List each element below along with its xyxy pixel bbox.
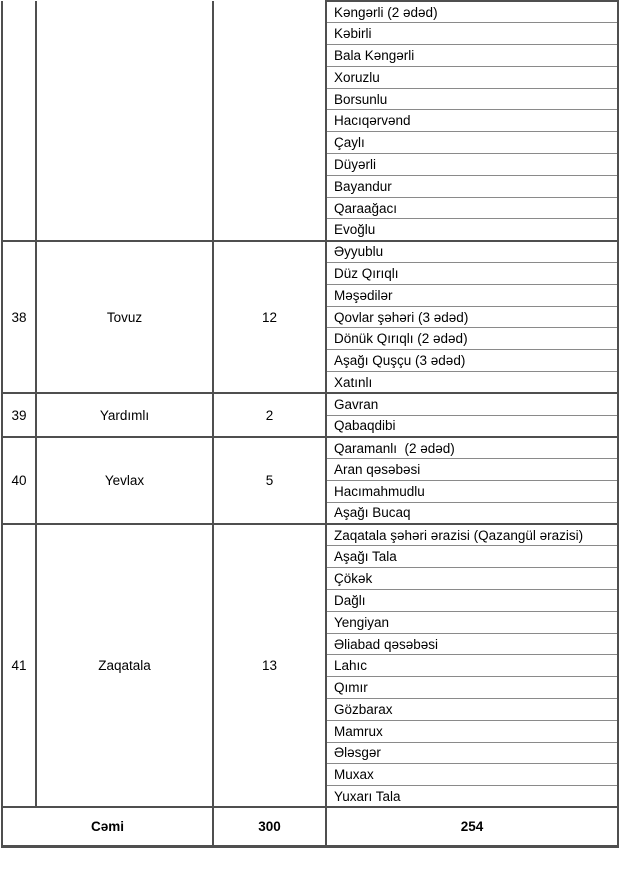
village-cell: Düyərli — [326, 154, 618, 176]
village-cell: Gözbarax — [326, 699, 618, 721]
village-cell: Borsunlu — [326, 88, 618, 110]
region-count-cell: 5 — [213, 437, 326, 524]
table-row — [2, 1, 618, 23]
village-cell: Qovlar şəhəri (3 ədəd) — [326, 306, 618, 328]
region-name-cell: Zaqatala — [36, 524, 213, 807]
village-cell: Aşağı Bucaq — [326, 502, 618, 524]
village-cell: Dönük Qırıqlı (2 ədəd) — [326, 328, 618, 350]
village-cell: Aran qəsəbəsi — [326, 459, 618, 481]
village-cell: Yengiyan — [326, 611, 618, 633]
village-cell: Çaylı — [326, 132, 618, 154]
village-cell: Muxax — [326, 764, 618, 786]
region-number-cell: 39 — [2, 393, 36, 437]
village-cell: Qabaqdibi — [326, 415, 618, 437]
table-row — [2, 393, 618, 415]
village-cell: Mamrux — [326, 720, 618, 742]
village-cell: Evoğlu — [326, 219, 618, 241]
village-cell: Gavran — [326, 393, 618, 415]
village-cell: Məşədilər — [326, 284, 618, 306]
region-count-cell: 12 — [213, 241, 326, 394]
table-row — [2, 524, 618, 546]
village-cell: Aşağı Tala — [326, 546, 618, 568]
village-cell: Qaraağacı — [326, 197, 618, 219]
total-label-cell: Cəmi — [2, 807, 213, 846]
village-cell: Hacımahmudlu — [326, 481, 618, 503]
village-cell: Qımır — [326, 677, 618, 699]
totals-row — [2, 807, 618, 846]
village-cell: Zaqatala şəhəri ərazisi (Qazangül ərazisi) — [326, 524, 618, 546]
village-cell: Bala Kəngərli — [326, 45, 618, 67]
region-number-cell: 41 — [2, 524, 36, 807]
total-villages-cell: 254 — [326, 807, 618, 846]
region-name-cell: Tovuz — [36, 241, 213, 394]
village-cell: Əliabad qəsəbəsi — [326, 633, 618, 655]
region-number-cell — [2, 1, 36, 241]
village-cell: Xatınlı — [326, 372, 618, 394]
region-number-cell: 38 — [2, 241, 36, 394]
village-cell: Aşağı Quşçu (3 ədəd) — [326, 350, 618, 372]
village-cell: Hacıqərvənd — [326, 110, 618, 132]
village-cell: Ələsgər — [326, 742, 618, 764]
table-row — [2, 241, 618, 263]
village-cell: Yuxarı Tala — [326, 786, 618, 808]
region-count-cell: 2 — [213, 393, 326, 437]
region-count-cell — [213, 1, 326, 241]
village-cell: Əyyublu — [326, 241, 618, 263]
village-cell: Çökək — [326, 568, 618, 590]
village-cell: Kəbirli — [326, 23, 618, 45]
table-row — [2, 437, 618, 459]
regions-table — [1, 0, 619, 848]
region-name-cell: Yevlax — [36, 437, 213, 524]
region-count-cell: 13 — [213, 524, 326, 807]
village-cell: Lahıc — [326, 655, 618, 677]
region-name-cell — [36, 1, 213, 241]
total-count-cell: 300 — [213, 807, 326, 846]
village-cell: Bayandur — [326, 175, 618, 197]
region-number-cell: 40 — [2, 437, 36, 524]
village-cell: Kəngərli (2 ədəd) — [326, 1, 618, 23]
village-cell: Düz Qırıqlı — [326, 263, 618, 285]
region-name-cell: Yardımlı — [36, 393, 213, 437]
village-cell: Xoruzlu — [326, 66, 618, 88]
village-cell: Dağlı — [326, 590, 618, 612]
village-cell: Qaramanlı (2 ədəd) — [326, 437, 618, 459]
